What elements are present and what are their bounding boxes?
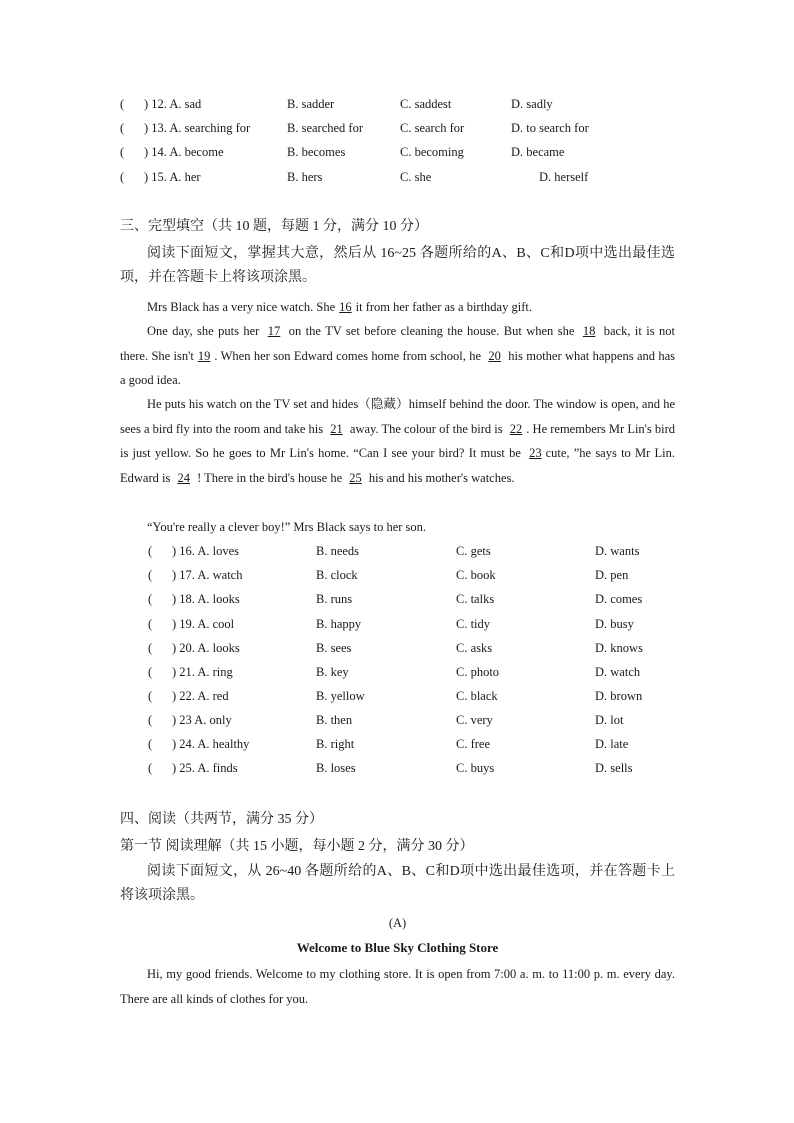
section-4-subheading: 第一节 阅读理解（共 15 小题，每小题 2 分，满分 30 分）	[120, 839, 474, 854]
question-stem: ) 15. A. her	[144, 170, 201, 184]
text: his mother what happens and has a good idea.	[120, 348, 676, 387]
option-d: D. watch	[595, 665, 641, 679]
question-stem: ) 22. A. red	[172, 689, 229, 703]
blank-24: 24	[177, 470, 190, 485]
option-c: C. gets	[456, 544, 491, 558]
option-c: C. she	[400, 170, 432, 184]
option-c: C. search for	[400, 121, 465, 135]
answer-paren[interactable]: (	[148, 641, 153, 655]
answer-paren[interactable]: (	[120, 145, 125, 159]
passage-paragraph-3	[120, 392, 675, 490]
option-b: B. sees	[316, 641, 352, 655]
question-row	[0, 118, 794, 138]
answer-paren[interactable]: (	[148, 689, 153, 703]
option-d: D. wants	[595, 544, 640, 558]
option-d: D. comes	[595, 592, 643, 606]
option-c: C. talks	[456, 592, 495, 606]
question-row	[0, 734, 794, 754]
question-row	[0, 758, 794, 778]
question-stem: ) 25. A. finds	[172, 761, 238, 775]
text: Mrs Black has a very nice watch. She	[147, 300, 336, 314]
option-c: C. free	[456, 737, 491, 751]
question-row	[0, 565, 794, 585]
text: back, it is not there. She isn't	[120, 324, 675, 363]
option-b: B. becomes	[287, 145, 346, 159]
section-3-instruction: 阅读下面短文，掌握其大意，然后从 16~25 各题所给的A、B、C和D项中选出最佳选项，并在答题卡上将该项涂黑。	[120, 246, 675, 285]
answer-paren[interactable]: (	[120, 121, 125, 135]
option-b: B. sadder	[287, 97, 335, 111]
blank-20: 20	[488, 348, 501, 363]
option-c: C. book	[456, 568, 496, 582]
option-d: D. knows	[595, 641, 643, 655]
blank-25: 25	[349, 470, 362, 485]
blank-16: 16	[339, 300, 352, 314]
answer-paren[interactable]: (	[148, 665, 153, 679]
answer-paren[interactable]: (	[148, 761, 153, 775]
answer-paren[interactable]: (	[148, 568, 153, 582]
question-row	[0, 638, 794, 658]
option-d: D. late	[595, 737, 629, 751]
answer-paren[interactable]: (	[148, 737, 153, 751]
question-row	[0, 167, 794, 187]
option-b: B. loses	[316, 761, 356, 775]
option-d: D. sadly	[511, 97, 553, 111]
question-stem: ) 12. A. sad	[144, 97, 202, 111]
option-b: B. yellow	[316, 689, 365, 703]
blank-18: 18	[582, 324, 596, 338]
passage-paragraph-2	[120, 319, 675, 393]
option-d: D. pen	[595, 568, 629, 582]
option-b: B. right	[316, 737, 355, 751]
question-row	[0, 589, 794, 609]
option-b: B. then	[316, 713, 353, 727]
question-stem: ) 18. A. looks	[172, 592, 240, 606]
text: on the TV set before cleaning the house. But when she	[288, 324, 575, 338]
option-c: C. tidy	[456, 617, 491, 631]
question-stem: ) 21. A. ring	[172, 665, 233, 679]
option-b: B. needs	[316, 544, 360, 558]
passage-paragraph-1	[120, 295, 675, 320]
question-stem: ) 24. A. healthy	[172, 737, 250, 751]
blank-19: 19	[197, 348, 211, 363]
text: . When her son Edward comes home from school, he	[214, 348, 482, 363]
text: He puts his watch on the TV set and hides（隐藏）himself behind the door. The window is open, and he sees a bird fly into the room and take his	[120, 397, 675, 436]
option-d: D. brown	[595, 689, 643, 703]
section-4-instruction: 阅读下面短文，从 26~40 各题所给的A、B、C和D项中选出最佳选项，并在答题卡上将该项涂黑。	[120, 864, 675, 903]
question-row	[0, 614, 794, 634]
question-row	[0, 94, 794, 114]
question-stem: ) 14. A. become	[144, 145, 224, 159]
text: One day, she puts her	[147, 324, 260, 338]
answer-paren[interactable]: (	[148, 544, 153, 558]
option-d: D. to search for	[511, 121, 589, 135]
option-c: C. saddest	[400, 97, 452, 111]
option-c: C. very	[456, 713, 493, 727]
blank-17: 17	[267, 324, 281, 338]
text: it from her father as a birthday gift.	[355, 300, 532, 314]
answer-paren[interactable]: (	[120, 97, 125, 111]
option-d: D. became	[511, 145, 565, 159]
question-stem: ) 23 A. only	[172, 713, 232, 727]
option-b: B. hers	[287, 170, 323, 184]
option-c: C. buys	[456, 761, 495, 775]
question-row	[0, 142, 794, 162]
answer-paren[interactable]: (	[148, 592, 153, 606]
option-b: B. runs	[316, 592, 353, 606]
option-c: C. black	[456, 689, 498, 703]
question-row	[0, 662, 794, 682]
text: ! There in the bird's house he	[197, 470, 343, 485]
option-c: C. photo	[456, 665, 500, 679]
option-c: C. asks	[456, 641, 493, 655]
option-b: B. clock	[316, 568, 358, 582]
option-d: D. lot	[595, 713, 624, 727]
answer-paren[interactable]: (	[148, 617, 153, 631]
text: away. The colour of the bird is	[349, 421, 503, 436]
option-c: C. becoming	[400, 145, 464, 159]
text: cute, ”he says to Mr Lin. Edward is	[120, 446, 675, 485]
passage-paragraph-4: “You're really a clever boy!” Mrs Black says to her son.	[147, 520, 427, 534]
option-b: B. key	[316, 665, 349, 679]
question-stem: ) 16. A. loves	[172, 544, 240, 558]
answer-paren[interactable]: (	[120, 170, 125, 184]
blank-23: 23	[529, 446, 542, 460]
question-stem: ) 13. A. searching for	[144, 121, 251, 135]
passage-title: Welcome to Blue Sky Clothing Store	[296, 940, 499, 955]
text: . He remembers Mr Lin's bird is just yellow. So he goes to Mr Lin's home. “Can I see your bird? It must be	[120, 421, 676, 460]
answer-paren[interactable]: (	[148, 713, 153, 727]
passage-label: (A)	[388, 916, 407, 930]
text: his and his mother's watches.	[368, 470, 515, 485]
section-3-heading: 三、完型填空（共 10 题，每题 1 分，满分 10 分）	[120, 219, 428, 234]
passage-text: Hi, my good friends. Welcome to my clothing store. It is open from 7:00 a. m. to 11:00 p. m. every day. There are all kinds of clothes for you.	[120, 967, 675, 1006]
question-row	[0, 541, 794, 561]
blank-21: 21	[330, 421, 343, 436]
blank-22: 22	[509, 421, 523, 436]
question-row	[0, 710, 794, 730]
option-d: D. busy	[595, 617, 634, 631]
question-stem: ) 20. A. looks	[172, 641, 240, 655]
question-stem: ) 17. A. watch	[172, 568, 243, 582]
option-b: B. searched for	[287, 121, 364, 135]
option-d: D. herself	[539, 170, 589, 184]
option-d: D. sells	[595, 761, 633, 775]
section-4-heading: 四、阅读（共两节，满分 35 分）	[120, 812, 323, 827]
question-row	[0, 686, 794, 706]
question-stem: ) 19. A. cool	[172, 617, 235, 631]
option-b: B. happy	[316, 617, 362, 631]
